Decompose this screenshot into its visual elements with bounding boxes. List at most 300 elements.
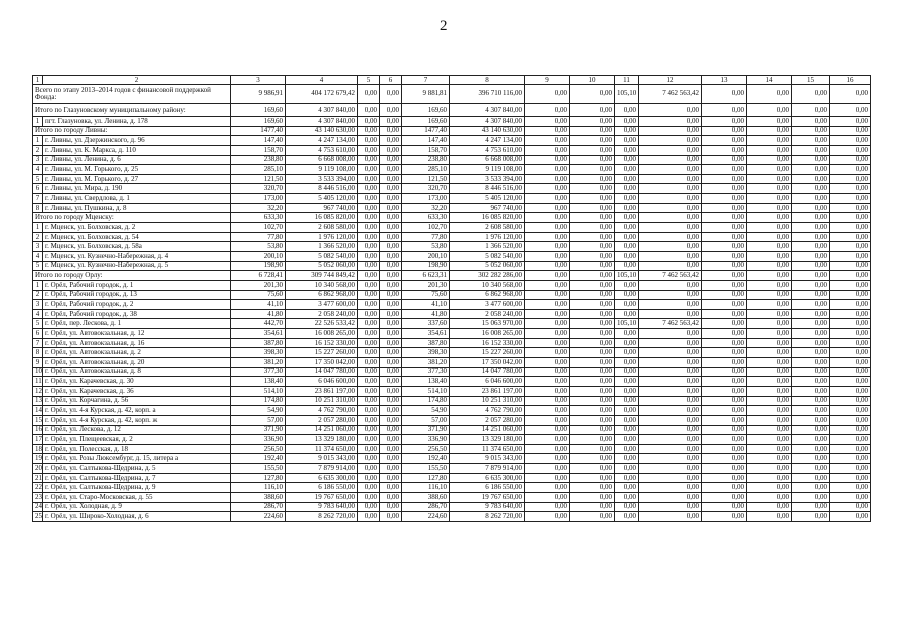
- value-cell: 0,00: [358, 483, 380, 493]
- value-cell: 0,00: [830, 319, 871, 329]
- value-cell: 0,00: [747, 406, 792, 416]
- value-cell: 0,00: [792, 512, 830, 522]
- value-cell: 0,00: [747, 329, 792, 339]
- value-cell: 0,00: [830, 194, 871, 204]
- value-cell: 0,00: [792, 184, 830, 194]
- value-cell: 0,00: [639, 203, 702, 213]
- value-cell: 0,00: [525, 396, 570, 406]
- value-cell: 6 046 600,00: [286, 377, 358, 387]
- value-cell: 0,00: [358, 386, 380, 396]
- value-cell: 9 015 343,00: [450, 454, 525, 464]
- value-cell: 0,00: [570, 319, 615, 329]
- value-cell: 174,80: [231, 396, 286, 406]
- value-cell: 0,00: [525, 492, 570, 502]
- value-cell: 0,00: [358, 492, 380, 502]
- value-cell: 0,00: [380, 85, 402, 104]
- value-cell: 0,00: [358, 473, 380, 483]
- value-cell: 0,00: [792, 415, 830, 425]
- table-row: [33, 473, 871, 483]
- table-row: [33, 300, 871, 310]
- value-cell: 43 140 630,00: [450, 126, 525, 136]
- table-row: [33, 454, 871, 464]
- row-number-cell: 14: [33, 406, 43, 416]
- value-cell: 0,00: [570, 203, 615, 213]
- value-cell: 16 085 820,00: [286, 213, 358, 223]
- value-cell: 0,00: [525, 194, 570, 204]
- row-number-cell: 1: [33, 117, 43, 127]
- value-cell: 147,40: [231, 136, 286, 146]
- value-cell: 0,00: [747, 203, 792, 213]
- address-cell: г. Орёл, ул. Розы Люксембург, д. 15, литера а: [43, 454, 231, 464]
- value-cell: 0,00: [570, 126, 615, 136]
- value-cell: 0,00: [570, 271, 615, 281]
- value-cell: 0,00: [570, 386, 615, 396]
- value-cell: 0,00: [380, 280, 402, 290]
- value-cell: 0,00: [525, 329, 570, 339]
- value-cell: 0,00: [639, 464, 702, 474]
- value-cell: 0,00: [747, 194, 792, 204]
- value-cell: 0,00: [792, 367, 830, 377]
- value-cell: 0,00: [615, 155, 639, 165]
- value-cell: 0,00: [615, 425, 639, 435]
- row-number-cell: 19: [33, 454, 43, 464]
- value-cell: 0,00: [830, 435, 871, 445]
- value-cell: 0,00: [747, 145, 792, 155]
- value-cell: 5 052 060,00: [286, 261, 358, 271]
- value-cell: 0,00: [525, 174, 570, 184]
- value-cell: 4 307 840,00: [286, 104, 358, 117]
- value-cell: 0,00: [615, 145, 639, 155]
- value-cell: 0,00: [570, 464, 615, 474]
- value-cell: 0,00: [702, 271, 747, 281]
- column-number-cell: 11: [615, 76, 639, 85]
- value-cell: 6 186 550,00: [450, 483, 525, 493]
- row-number-cell: 5: [33, 261, 43, 271]
- value-cell: 0,00: [830, 223, 871, 233]
- value-cell: 0,00: [702, 280, 747, 290]
- value-cell: 0,00: [358, 415, 380, 425]
- value-cell: 0,00: [570, 435, 615, 445]
- value-cell: 0,00: [702, 232, 747, 242]
- value-cell: 0,00: [830, 145, 871, 155]
- value-cell: 0,00: [358, 136, 380, 146]
- value-cell: 0,00: [747, 483, 792, 493]
- value-cell: 0,00: [570, 280, 615, 290]
- table-row: [33, 425, 871, 435]
- value-cell: 0,00: [525, 454, 570, 464]
- value-cell: 0,00: [792, 203, 830, 213]
- table-row: [33, 174, 871, 184]
- value-cell: 0,00: [702, 126, 747, 136]
- value-cell: 0,00: [639, 492, 702, 502]
- value-cell: 0,00: [570, 136, 615, 146]
- value-cell: 0,00: [615, 358, 639, 368]
- value-cell: 0,00: [615, 300, 639, 310]
- value-cell: 0,00: [830, 425, 871, 435]
- value-cell: 377,30: [402, 367, 450, 377]
- address-cell: г. Орёл, ул. Салтыкова-Щедрина, д. 7: [43, 473, 231, 483]
- value-cell: 6 728,41: [231, 271, 286, 281]
- table-row: [33, 155, 871, 165]
- value-cell: 0,00: [358, 117, 380, 127]
- value-cell: 4 307 840,00: [450, 117, 525, 127]
- value-cell: 2 058 240,00: [450, 309, 525, 319]
- value-cell: 0,00: [830, 492, 871, 502]
- value-cell: 337,60: [402, 319, 450, 329]
- value-cell: 0,00: [380, 319, 402, 329]
- value-cell: 0,00: [570, 358, 615, 368]
- value-cell: 0,00: [702, 85, 747, 104]
- value-cell: 0,00: [380, 261, 402, 271]
- value-cell: 0,00: [639, 406, 702, 416]
- value-cell: 3 533 394,00: [286, 174, 358, 184]
- value-cell: 0,00: [747, 386, 792, 396]
- value-cell: 0,00: [358, 174, 380, 184]
- value-cell: 0,00: [792, 473, 830, 483]
- value-cell: 0,00: [570, 232, 615, 242]
- value-cell: 0,00: [570, 425, 615, 435]
- value-cell: 0,00: [525, 117, 570, 127]
- value-cell: 0,00: [830, 290, 871, 300]
- value-cell: 286,70: [402, 502, 450, 512]
- table-row: [33, 358, 871, 368]
- value-cell: 0,00: [747, 367, 792, 377]
- value-cell: 0,00: [380, 213, 402, 223]
- value-cell: 0,00: [792, 338, 830, 348]
- value-cell: 387,80: [231, 338, 286, 348]
- value-cell: 0,00: [639, 473, 702, 483]
- value-cell: 0,00: [639, 454, 702, 464]
- value-cell: 14 251 060,00: [286, 425, 358, 435]
- subtotal-row: [33, 85, 871, 104]
- value-cell: 0,00: [570, 174, 615, 184]
- value-cell: 0,00: [792, 223, 830, 233]
- value-cell: 0,00: [570, 329, 615, 339]
- value-cell: 16 008 265,00: [286, 329, 358, 339]
- value-cell: 0,00: [747, 396, 792, 406]
- value-cell: 0,00: [830, 251, 871, 261]
- address-cell: г. Ливны, ул. Дзержинского, д. 96: [43, 136, 231, 146]
- value-cell: 0,00: [570, 444, 615, 454]
- row-number-cell: 23: [33, 492, 43, 502]
- row-number-cell: 3: [33, 300, 43, 310]
- value-cell: 0,00: [570, 145, 615, 155]
- value-cell: 5 052 060,00: [450, 261, 525, 271]
- value-cell: 17 350 042,00: [286, 358, 358, 368]
- value-cell: 0,00: [830, 309, 871, 319]
- value-cell: 0,00: [792, 425, 830, 435]
- value-cell: 0,00: [380, 232, 402, 242]
- value-cell: 0,00: [830, 165, 871, 175]
- value-cell: 0,00: [615, 377, 639, 387]
- row-number-cell: 7: [33, 338, 43, 348]
- address-cell: г. Мценск, ул. Кузнечно-Набережная, д. 4: [43, 251, 231, 261]
- row-number-cell: 6: [33, 184, 43, 194]
- value-cell: 381,20: [402, 358, 450, 368]
- value-cell: 105,10: [615, 271, 639, 281]
- value-cell: 0,00: [792, 444, 830, 454]
- value-cell: 0,00: [380, 184, 402, 194]
- table-row: [33, 261, 871, 271]
- value-cell: 633,30: [402, 213, 450, 223]
- value-cell: 8 262 720,00: [286, 512, 358, 522]
- value-cell: 4 762 790,00: [450, 406, 525, 416]
- table-row: [33, 145, 871, 155]
- value-cell: 0,00: [702, 367, 747, 377]
- value-cell: 371,90: [231, 425, 286, 435]
- value-cell: 16 085 820,00: [450, 213, 525, 223]
- subtotal-row: [33, 126, 871, 136]
- value-cell: 0,00: [792, 483, 830, 493]
- value-cell: 0,00: [358, 261, 380, 271]
- value-cell: 0,00: [830, 261, 871, 271]
- value-cell: 0,00: [525, 213, 570, 223]
- value-cell: 0,00: [380, 502, 402, 512]
- address-cell: г. Орёл, ул. Плещеевская, д. 2: [43, 435, 231, 445]
- value-cell: 0,00: [615, 194, 639, 204]
- value-cell: 0,00: [615, 473, 639, 483]
- value-cell: 0,00: [570, 396, 615, 406]
- value-cell: 0,00: [830, 454, 871, 464]
- row-number-cell: 4: [33, 251, 43, 261]
- address-cell: г. Ливны, ул. Ленина, д. 6: [43, 155, 231, 165]
- value-cell: 0,00: [747, 174, 792, 184]
- address-cell: г. Орёл, ул. Салтыкова-Щедрина, д. 5: [43, 464, 231, 474]
- value-cell: 0,00: [747, 271, 792, 281]
- value-cell: 0,00: [702, 242, 747, 252]
- value-cell: 0,00: [615, 174, 639, 184]
- value-cell: 0,00: [792, 464, 830, 474]
- column-number-cell: 15: [792, 76, 830, 85]
- value-cell: 75,60: [231, 290, 286, 300]
- value-cell: 0,00: [702, 396, 747, 406]
- value-cell: 0,00: [639, 213, 702, 223]
- value-cell: 121,50: [231, 174, 286, 184]
- table-row: [33, 464, 871, 474]
- value-cell: 0,00: [358, 377, 380, 387]
- value-cell: 0,00: [792, 386, 830, 396]
- value-cell: 41,10: [231, 300, 286, 310]
- value-cell: 0,00: [639, 444, 702, 454]
- row-number-cell: 10: [33, 367, 43, 377]
- value-cell: 0,00: [747, 512, 792, 522]
- table-row: [33, 512, 871, 522]
- value-cell: 0,00: [358, 203, 380, 213]
- value-cell: 0,00: [525, 203, 570, 213]
- value-cell: 15 227 260,00: [450, 348, 525, 358]
- value-cell: 0,00: [358, 396, 380, 406]
- row-number-cell: 4: [33, 309, 43, 319]
- value-cell: 0,00: [702, 483, 747, 493]
- value-cell: 0,00: [830, 117, 871, 127]
- subtotal-label-cell: Итого по Глазуновскому муниципальному району:: [33, 104, 231, 117]
- value-cell: 0,00: [525, 184, 570, 194]
- value-cell: 0,00: [639, 174, 702, 184]
- value-cell: 0,00: [570, 309, 615, 319]
- value-cell: 0,00: [830, 329, 871, 339]
- value-cell: 0,00: [639, 300, 702, 310]
- address-cell: г. Орёл, ул. Автовокзальная, д. 16: [43, 338, 231, 348]
- value-cell: 0,00: [830, 396, 871, 406]
- row-number-cell: 8: [33, 203, 43, 213]
- value-cell: 967 740,00: [286, 203, 358, 213]
- value-cell: 0,00: [702, 203, 747, 213]
- value-cell: 0,00: [358, 242, 380, 252]
- value-cell: 0,00: [358, 464, 380, 474]
- address-cell: г. Орёл, ул. 4-я Курская, д. 42, корп. а: [43, 406, 231, 416]
- value-cell: 7 462 563,42: [639, 319, 702, 329]
- value-cell: 0,00: [358, 165, 380, 175]
- value-cell: 0,00: [747, 309, 792, 319]
- value-cell: 0,00: [702, 223, 747, 233]
- value-cell: 0,00: [380, 406, 402, 416]
- value-cell: 169,60: [231, 117, 286, 127]
- value-cell: 0,00: [639, 348, 702, 358]
- value-cell: 0,00: [358, 348, 380, 358]
- value-cell: 0,00: [792, 261, 830, 271]
- value-cell: 0,00: [792, 165, 830, 175]
- value-cell: 7 462 563,42: [639, 85, 702, 104]
- value-cell: 0,00: [570, 223, 615, 233]
- row-number-cell: 24: [33, 502, 43, 512]
- value-cell: 0,00: [792, 280, 830, 290]
- value-cell: 0,00: [639, 329, 702, 339]
- value-cell: 147,40: [402, 136, 450, 146]
- value-cell: 0,00: [792, 213, 830, 223]
- value-cell: 0,00: [639, 242, 702, 252]
- value-cell: 0,00: [830, 512, 871, 522]
- value-cell: 0,00: [525, 415, 570, 425]
- value-cell: 0,00: [570, 261, 615, 271]
- value-cell: 0,00: [358, 104, 380, 117]
- row-number-cell: 3: [33, 242, 43, 252]
- value-cell: 0,00: [570, 117, 615, 127]
- column-number-cell: 8: [450, 76, 525, 85]
- value-cell: 0,00: [747, 251, 792, 261]
- value-cell: 0,00: [570, 367, 615, 377]
- value-cell: 6 668 008,00: [286, 155, 358, 165]
- value-cell: 0,00: [792, 454, 830, 464]
- value-cell: 0,00: [380, 425, 402, 435]
- value-cell: 0,00: [570, 473, 615, 483]
- value-cell: 57,00: [231, 415, 286, 425]
- value-cell: 0,00: [358, 406, 380, 416]
- value-cell: 15 063 970,00: [450, 319, 525, 329]
- value-cell: 0,00: [380, 223, 402, 233]
- value-cell: 4 247 134,00: [286, 136, 358, 146]
- value-cell: 387,80: [402, 338, 450, 348]
- value-cell: 6 635 300,00: [286, 473, 358, 483]
- table-row: [33, 377, 871, 387]
- value-cell: 9 783 640,00: [286, 502, 358, 512]
- value-cell: 127,80: [402, 473, 450, 483]
- row-number-cell: 2: [33, 232, 43, 242]
- value-cell: 0,00: [380, 435, 402, 445]
- value-cell: 0,00: [525, 502, 570, 512]
- value-cell: 0,00: [702, 386, 747, 396]
- value-cell: 0,00: [702, 406, 747, 416]
- value-cell: 0,00: [615, 386, 639, 396]
- table-row: [33, 184, 871, 194]
- value-cell: 0,00: [702, 435, 747, 445]
- value-cell: 0,00: [792, 290, 830, 300]
- address-cell: г. Ливны, ул. Свердлова, д. 1: [43, 194, 231, 204]
- value-cell: 127,80: [231, 473, 286, 483]
- row-number-cell: 2: [33, 290, 43, 300]
- value-cell: 1477,40: [402, 126, 450, 136]
- table-row: [33, 492, 871, 502]
- value-cell: 0,00: [358, 290, 380, 300]
- value-cell: 0,00: [525, 261, 570, 271]
- subtotal-label-cell: Итого по городу Ливны:: [33, 126, 231, 136]
- value-cell: 0,00: [792, 194, 830, 204]
- value-cell: 41,80: [402, 309, 450, 319]
- table-row: [33, 502, 871, 512]
- address-cell: г. Мценск, ул. Болховская, д. 58а: [43, 242, 231, 252]
- address-cell: г. Орёл, ул. 4-я Курская, д. 42, корп. ж: [43, 415, 231, 425]
- row-number-cell: 13: [33, 396, 43, 406]
- value-cell: 0,00: [747, 242, 792, 252]
- value-cell: 6 862 968,00: [450, 290, 525, 300]
- table-row: [33, 406, 871, 416]
- value-cell: 57,00: [402, 415, 450, 425]
- value-cell: 0,00: [830, 338, 871, 348]
- address-cell: г. Орёл, ул. Автовокзальная, д. 8: [43, 367, 231, 377]
- row-number-cell: 12: [33, 386, 43, 396]
- value-cell: 7 462 563,42: [639, 271, 702, 281]
- value-cell: 0,00: [380, 203, 402, 213]
- value-cell: 0,00: [830, 473, 871, 483]
- value-cell: 0,00: [615, 213, 639, 223]
- value-cell: 0,00: [358, 319, 380, 329]
- value-cell: 0,00: [747, 377, 792, 387]
- value-cell: 0,00: [702, 145, 747, 155]
- column-number-cell: 6: [380, 76, 402, 85]
- subtotal-row: [33, 104, 871, 117]
- value-cell: 0,00: [702, 329, 747, 339]
- header-row: [33, 76, 871, 85]
- value-cell: 0,00: [702, 348, 747, 358]
- value-cell: 9 015 343,00: [286, 454, 358, 464]
- value-cell: 0,00: [747, 126, 792, 136]
- address-cell: г. Орёл, ул. Холодная, д. 9: [43, 502, 231, 512]
- value-cell: 0,00: [830, 213, 871, 223]
- value-cell: 0,00: [639, 309, 702, 319]
- table-row: [33, 194, 871, 204]
- value-cell: 7 879 914,00: [450, 464, 525, 474]
- value-cell: 0,00: [380, 300, 402, 310]
- value-cell: 0,00: [702, 338, 747, 348]
- value-cell: 633,30: [231, 213, 286, 223]
- table-row: [33, 136, 871, 146]
- value-cell: 11 374 650,00: [286, 444, 358, 454]
- value-cell: 0,00: [702, 415, 747, 425]
- value-cell: 0,00: [525, 223, 570, 233]
- value-cell: 0,00: [702, 251, 747, 261]
- table-row: [33, 386, 871, 396]
- value-cell: 14 251 060,00: [450, 425, 525, 435]
- value-cell: 0,00: [747, 464, 792, 474]
- address-cell: г. Орёл, ул. Автовокзальная, д. 12: [43, 329, 231, 339]
- value-cell: 41,10: [402, 300, 450, 310]
- value-cell: 0,00: [358, 309, 380, 319]
- value-cell: 10 251 310,00: [450, 396, 525, 406]
- value-cell: 0,00: [380, 290, 402, 300]
- address-cell: г. Орёл, ул. Старо-Московская, д. 55: [43, 492, 231, 502]
- value-cell: 0,00: [702, 194, 747, 204]
- column-number-cell: 2: [43, 76, 231, 85]
- value-cell: 0,00: [702, 117, 747, 127]
